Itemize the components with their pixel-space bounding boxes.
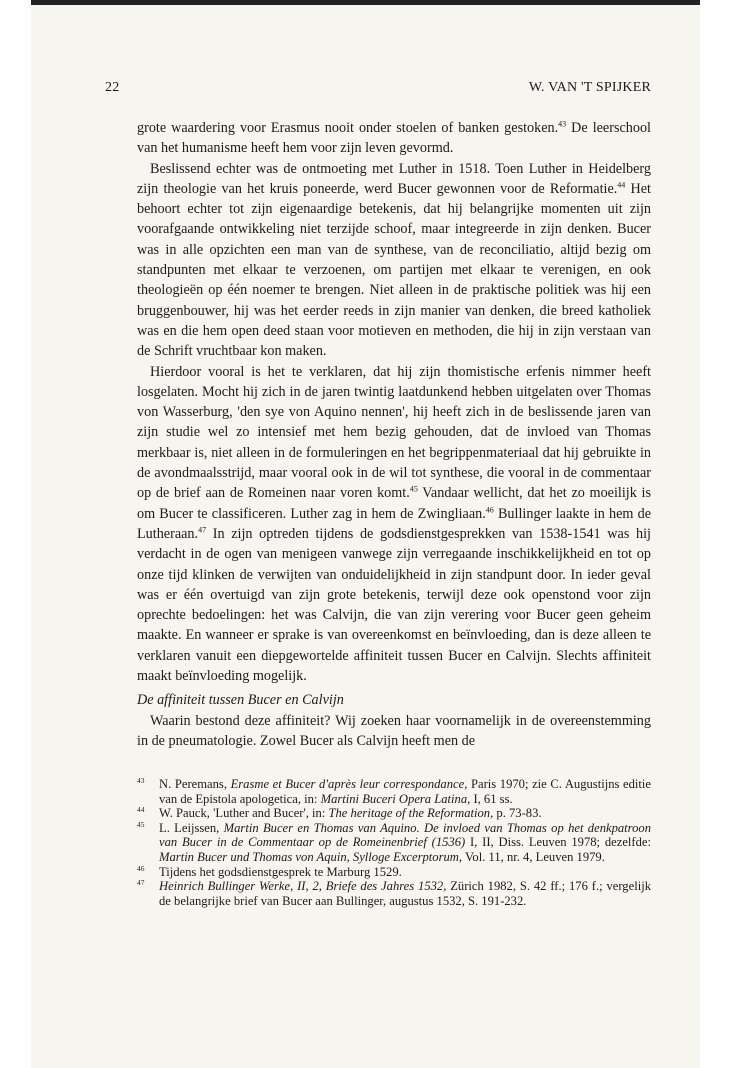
- paragraph-4: Waarin bestond deze affiniteit? Wij zoeken haar voornamelijk in de overeenstemming in de pneumatologie. Zowel Bucer als Calvijn heeft men de: [137, 712, 651, 749]
- page-number: 22: [105, 80, 120, 95]
- section-subheading: De affiniteit tussen Bucer en Calvijn: [137, 692, 344, 709]
- footnote-number: 43: [137, 775, 145, 785]
- paragraph-2: Beslissend echter was de ontmoeting met Luther in 1518. Toen Luther in Heidelberg zijn theologie van het kruis poneerde, werd Bucer gewonnen voor de Reformatie.$^{44}$ Het behoort echter tot zijn eigenaardige betekenis, dat hij belangrijke momenten uit zijn voorafgaande ontwikkeling niet terzijde schoof, maar integreerde in zijn denken. Bucer was in alle opzichten een man van de synthese, van de reconciliatio, altijd bezig om standpunten met elkaar te verzoenen, om partijen met elkaar te verenigen, en ook theologieën op één noemer te brengen. Niet alleen in de praktische politiek was hij een bruggenbouwer, hij was het eerder reeds in zijn manier van denken, die breed katholiek was en die hem open deed staan voor motieven en methoden, die hij in zijn verstaan van de Schrift vruchtbaar kon maken.: [137, 160, 651, 360]
- footnote-number: 47: [137, 877, 145, 887]
- footnote-ref[interactable]: 47: [198, 525, 207, 535]
- footnote-number: 46: [137, 863, 145, 873]
- footnote-ref[interactable]: 46: [485, 504, 494, 514]
- footnote-number: 45: [137, 819, 145, 829]
- footnote: $^{46}$ Tijdens het godsdienstgesprek te Marburg 1529.: [137, 863, 402, 879]
- page-header: [105, 80, 651, 100]
- running-head: W. VAN 'T SPIJKER: [528, 80, 651, 95]
- footnote-ref[interactable]: 43: [558, 119, 567, 129]
- footnote: $^{44}$ W. Pauck, 'Luther and Bucer', in: The heritage of the Reformation, p. 73-83.: [137, 805, 542, 821]
- footnotes: [137, 777, 651, 908]
- footnote-ref[interactable]: 44: [617, 180, 626, 190]
- footnote: $^{45}$ L. Leijssen, Martin Bucer en Thomas van Aquino. De invloed van Thomas op het denkpatroon van Bucer in de Commentaar op de Romeinenbrief (1536) I, II, Diss. Leuven 1978; dezelfde: Martin Bucer und Thomas von Aquin, Sylloge Excerptorum, Vol. 11, nr. 4, Leuven 1979.: [137, 819, 651, 864]
- footnote: $^{47}$ Heinrich Bullinger Werke, II, 2, Briefe des Jahres 1532, Zürich 1982, S. 42 ff.; 176 f.; vergelijk de belangrijke brief van Bucer aan Bullinger, augustus 1532, S. 191-232.: [137, 877, 651, 908]
- paragraph-3: Hierdoor vooral is het te verklaren, dat hij zijn thomistische erfenis nimmer heeft losgelaten. Mocht hij zich in de jaren twintig laatdunkend hebben uitgelaten over Thomas von Wasserburg, 'den sye von Aquino nennen', hij heeft zich in de beslissende jaren van zijn studie wel zo intensief met hem bezig gehouden, dat de invloed van Thomas merkbaar is, niet alleen in de formuleringen en het begrippenmateriaal dat hij gebruikte in de avondmaalsstrijd, maar vooral ook in de wil tot synthese, die vooral in de commentaar op de brief aan de Romeinen naar voren komt.$^{45}$ Vandaar wellicht, dat het zo moeilijk is om Bucer te classificeren. Luther zag in hem de Zwingliaan.$^{46}$ Bullinger laakte in hem de Lutheraan.$^{47}$ In zijn optreden tijdens de godsdienstgesprekken van 1538-1541 was hij verdacht in de ogen van menigeen vanwege zijn verregaande inschikkelijkheid en tot op onze tijd klinken de verwijten van onduidelijkheid in zijn standpunt door. In ieder geval was er één overtuigd van zijn grote betekenis, terwijl deze ook openstond voor zijn oprechte bedoelingen: het was Calvijn, die van zijn verering voor Bucer geen geheim maakte. En wanneer er sprake is van overeenkomst en beïnvloeding, dan is deze alleen te verklaren vanuit een diepgewortelde affiniteit tussen Bucer en Calvijn. Slechts affiniteit maakt beïnvloeding mogelijk.: [137, 363, 651, 685]
- paragraph-1: grote waardering voor Erasmus nooit onder stoelen of banken gestoken.$^{43}$ De leerschool van het humanisme heeft hem voor zijn leven gevormd.: [137, 119, 651, 157]
- footnote-divider: [137, 765, 651, 766]
- footnote: $^{43}$ N. Peremans, Erasme et Bucer d'après leur correspondance, Paris 1970; zie C. Augustijns editie van de Epistola apologetica, in: Martini Buceri Opera Latina, I, 61 ss.: [137, 775, 651, 806]
- footnote-ref[interactable]: 45: [409, 484, 418, 494]
- body-text: [137, 118, 651, 751]
- footnote-number: 44: [137, 805, 145, 814]
